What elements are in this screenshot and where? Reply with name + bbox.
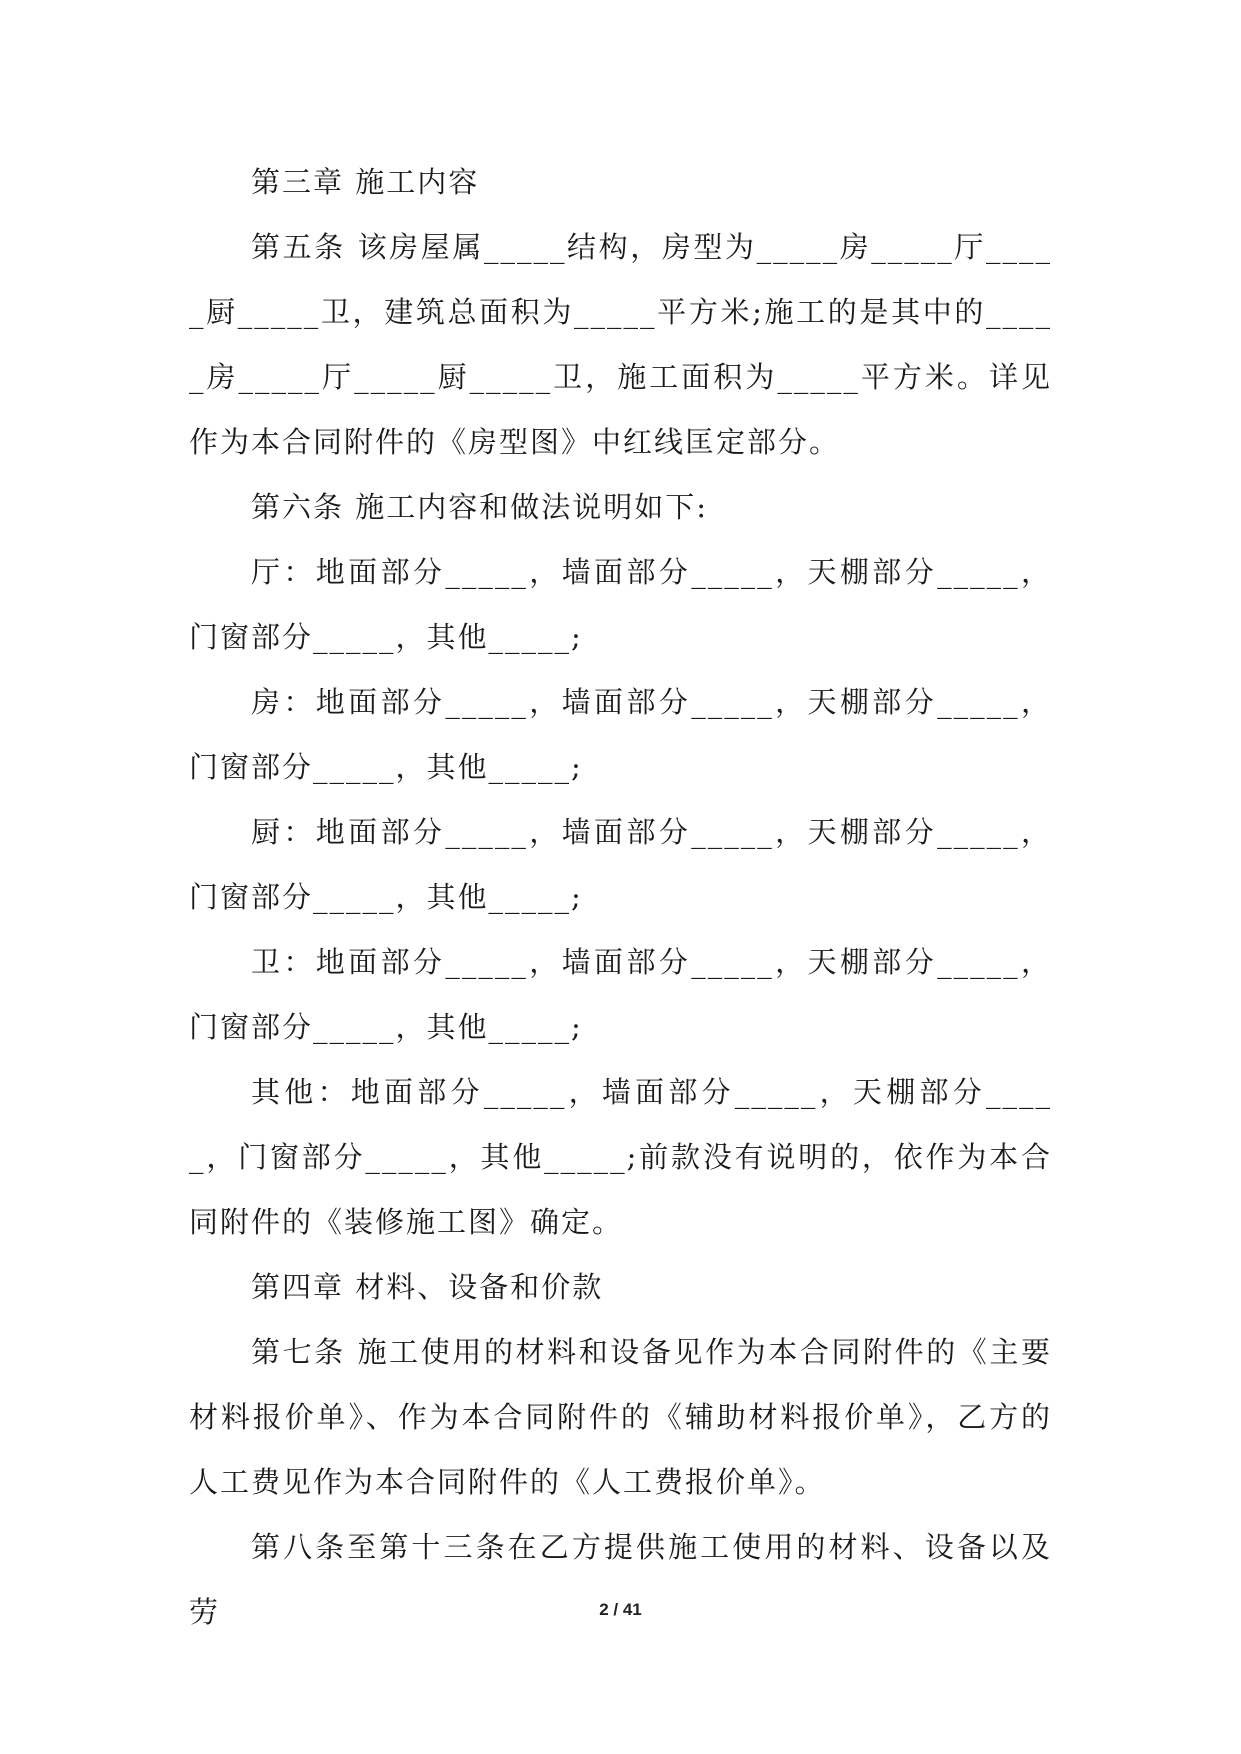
other-areas-paragraph: 其他：地面部分_____，墙面部分_____，天棚部分_____，门窗部分_____，其他_____;前款没有说明的，依作为本合同附件的《装修施工图》确定。 (189, 1075, 1052, 1239)
bedroom-paragraph: 房：地面部分_____，墙面部分_____，天棚部分_____，门窗部分_____，其他_____; (189, 685, 1052, 784)
page-number: 2 / 41 (599, 1600, 642, 1619)
article-6-paragraph: 第六条 施工内容和做法说明如下: (251, 490, 708, 524)
chapter-4-heading: 第四章 材料、设备和价款 (251, 1270, 604, 1304)
living-room-paragraph: 厅：地面部分_____，墙面部分_____，天棚部分_____，门窗部分_____，其他_____; (189, 555, 1052, 654)
kitchen-paragraph: 厨：地面部分_____，墙面部分_____，天棚部分_____，门窗部分_____，其他_____; (189, 815, 1052, 914)
article-8-13-paragraph: 第八条至第十三条在乙方提供施工使用的材料、设备以及劳 (189, 1530, 1052, 1629)
article-7-paragraph: 第七条 施工使用的材料和设备见作为本合同附件的《主要材料报价单》、作为本合同附件的《辅助材料报价单》，乙方的人工费见作为本合同附件的《人工费报价单》。 (189, 1335, 1052, 1499)
chapter-3-heading: 第三章 施工内容 (251, 165, 480, 199)
bathroom-paragraph: 卫：地面部分_____，墙面部分_____，天棚部分_____，门窗部分_____，其他_____; (189, 945, 1052, 1044)
article-5-paragraph: 第五条 该房屋属_____结构，房型为_____房_____厅_____厨_____卫，建筑总面积为_____平方米;施工的是其中的_____房_____厅_____厨_____卫，施工面积为_____平方米。详见作为本合同附件的《房型图》中红线匡定部分。 (189, 230, 1052, 459)
document-body (189, 150, 1052, 1645)
